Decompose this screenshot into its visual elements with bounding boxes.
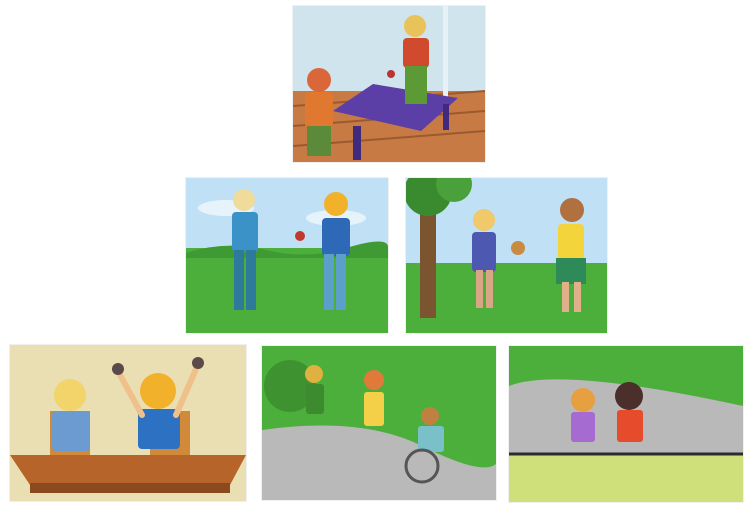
- teddy-bear: [511, 241, 525, 255]
- desk: [10, 455, 246, 485]
- scene-two-boys-apple: [186, 178, 388, 333]
- illustration-panel-6: [509, 346, 743, 502]
- scene-boy-at-table: [293, 6, 485, 162]
- apple: [295, 231, 305, 241]
- boy-helmet-head: [404, 15, 426, 37]
- boy-head: [307, 68, 331, 92]
- illustration-panel-1: [293, 6, 485, 162]
- illustration-panel-4: [10, 345, 246, 501]
- scene-girls-on-wall: [509, 346, 743, 502]
- illustration-panel-3: [406, 178, 607, 333]
- illustration-panel-5: [262, 346, 496, 500]
- illustration-panel-2: [186, 178, 388, 333]
- scene-desk-kids: [10, 345, 246, 501]
- scene-wheelchair-path: [262, 346, 496, 500]
- scene-two-girls-teddy: [406, 178, 607, 333]
